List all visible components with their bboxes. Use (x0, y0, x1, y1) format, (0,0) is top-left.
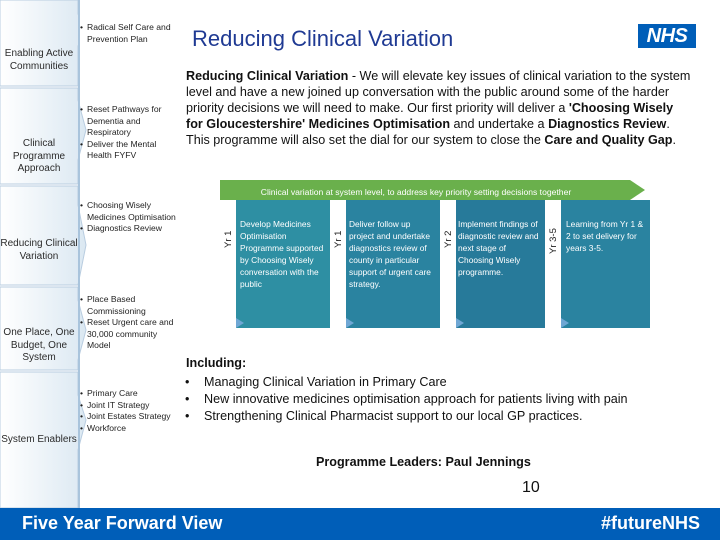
list-item: • Deliver the Mental Health FYFV (80, 139, 180, 162)
intro-bold: 'Choosing Wisely for Gloucestershire' Medicines Optimisation (186, 101, 674, 131)
including-heading: Including: (186, 356, 247, 370)
list-item: • Joint Estates Strategy (80, 411, 180, 423)
list-item: • Workforce (80, 423, 180, 435)
page-number: 10 (522, 479, 540, 496)
stage-label-enabling: Enabling Active Communities (4, 48, 74, 72)
stage-list-enabling (80, 22, 180, 45)
stage-label-reducing: Reducing Clinical Variation (0, 238, 78, 262)
intro-text: - We will elevate key issues of clinical variation to the system level and have a new joined up conversation with the public around some of the harder priority decisions we will need to make. Our first priority will deliver a (186, 69, 691, 115)
footer-bar (0, 508, 720, 540)
intro-text: . This programme will also set the dial for our system to close the (186, 117, 670, 147)
page-title: Reducing Clinical Variation (192, 26, 454, 51)
intro-bold: Diagnostics Review (548, 117, 667, 131)
nhs-logo: NHS (638, 24, 696, 48)
list-item: • Choosing Wisely Medicines Optimisation (80, 200, 180, 223)
list-item: • Place Based Commissioning (80, 294, 180, 317)
phase-year-label: Yr 1 (333, 230, 344, 248)
phase-text: Develop Medicines Optimisation Programme supported by Choosing Wisely conversation with the public (240, 219, 324, 289)
intro-bold: Care and Quality Gap (544, 133, 673, 147)
phase-text: Implement findings of diagnostic review and next stage of Choosing Wisely programme. (458, 219, 539, 277)
phase-year-label: Yr 2 (443, 230, 454, 248)
list-item: • Primary Care (80, 388, 180, 400)
list-item: • Reset Pathways for Dementia and Respiratory (80, 104, 180, 139)
intro-lead: Reducing Clinical Variation (186, 69, 349, 83)
list-item: • New innovative medicines optimisation approach for patients living with pain (185, 391, 628, 408)
phase-text: Learning from Yr 1 & 2 to set delivery for years 3-5. (566, 219, 644, 253)
phase-text: Deliver follow up project and undertake diagnostics review of county in particular support of urgent care strategy. (349, 219, 431, 289)
stage-label-enablers: System Enablers (1, 434, 77, 445)
intro-text: and undertake a (450, 117, 549, 131)
stage-list-clinical (80, 104, 180, 162)
stage-column (0, 0, 180, 508)
stage-list-enablers (80, 388, 180, 434)
list-item: • Joint IT Strategy (80, 400, 180, 412)
footer-title: Five Year Forward View (22, 513, 223, 533)
stage-label-one-place: One Place, One Budget, One System (3, 327, 75, 363)
intro-paragraph (186, 68, 691, 148)
list-item: • Managing Clinical Variation in Primary Care (185, 374, 628, 391)
timeline-banner-text: Clinical variation at system level, to address key priority setting decisions together (260, 187, 572, 197)
stage-label-clinical: Clinical Programme Approach (12, 138, 66, 174)
list-item: • Strengthening Clinical Pharmacist support to our local GP practices. (185, 408, 628, 425)
list-item: • Radical Self Care and Prevention Plan (80, 22, 180, 45)
list-item: • Reset Urgent care and 30,000 community Model (80, 317, 180, 352)
including-list (185, 374, 628, 425)
intro-text: . (672, 133, 676, 147)
stage-list-one-place (80, 294, 180, 352)
list-item: • Diagnostics Review (80, 223, 180, 235)
phase-year-label: Yr 1 (223, 230, 234, 248)
stage-list-reducing (80, 200, 180, 235)
phase-year-label: Yr 3-5 (548, 228, 559, 254)
footer-hashtag: #futureNHS (600, 513, 700, 533)
programme-leaders: Programme Leaders: Paul Jennings (316, 455, 531, 469)
